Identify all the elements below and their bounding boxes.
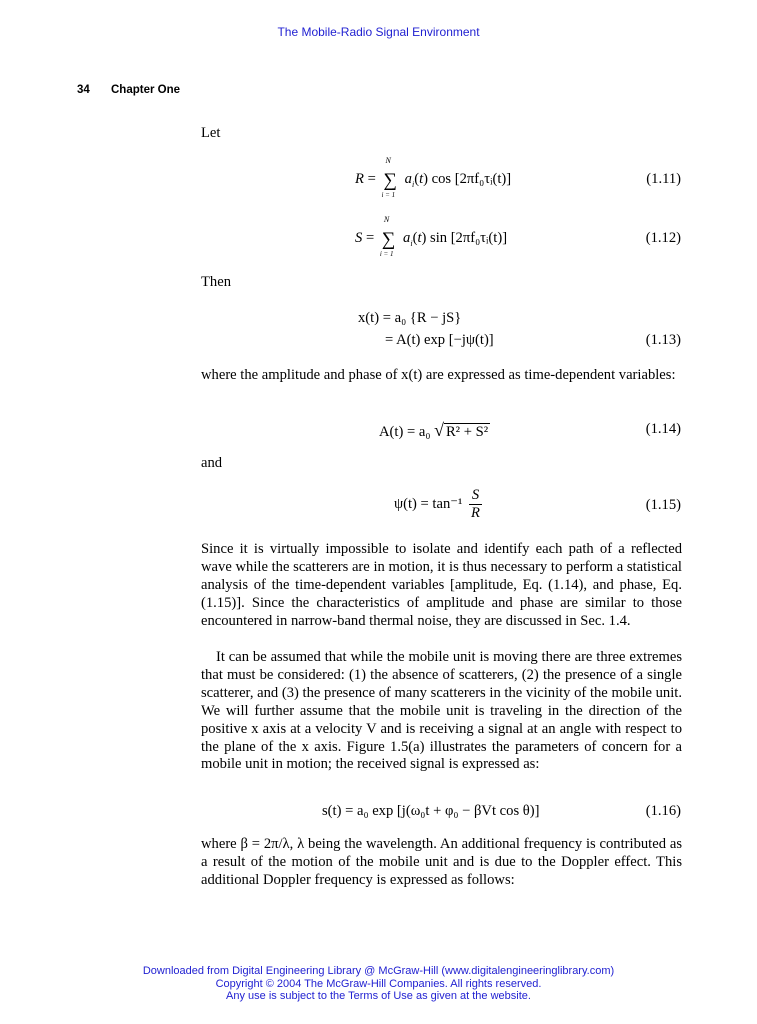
eq-1-11-lhs: R — [355, 171, 364, 187]
equation-1-11: R = ∑ N i = 1 $a_i(t)$ cos [2πf₀τᵢ(t)] — [355, 156, 512, 199]
eq-1-14-number: (1.14) — [645, 421, 681, 437]
equation-1-12: S = ∑ N i = 1 $a_i(t)$ sin [2πf₀τᵢ(t)] — [355, 215, 508, 258]
eq-1-12-body: sin [2πf₀τᵢ(t)] — [430, 230, 508, 246]
equation-1-16: s(t) = a₀ exp [j(ω₀t + φ₀ − βVt cos θ)] — [322, 803, 540, 819]
fraction — [469, 487, 482, 522]
equation-1-15 — [394, 487, 482, 522]
eq-1-14-lhs: A(t) = a₀ — [379, 424, 431, 440]
eq-1-14-radicand: R² + S² — [445, 424, 489, 440]
summation-symbol: ∑ N i = 1 — [379, 215, 396, 258]
running-head-title[interactable]: The Mobile-Radio Signal Environment — [277, 25, 480, 39]
sum-lower-limit: i = 1 — [379, 250, 394, 258]
equation-1-13-line1: x(t) = a₀ {R − jS} — [358, 310, 462, 326]
eq-1-11-number: (1.11) — [646, 171, 681, 187]
text-let: Let — [201, 125, 221, 141]
equation-1-13-line2: = A(t) exp [−jψ(t)] — [385, 332, 494, 348]
fraction-numerator: S — [469, 487, 482, 505]
sum-upper-limit: N — [385, 156, 391, 165]
paragraph-three-extremes: It can be assumed that while the mobile unit is moving there are three extremes that must be considered: (1) the absence of scatterers, (2) the presence of a single scatterer, and (3) the presence of many scatterers in the vicinity of the mobile unit. We will further assume that the mobile unit is traveling in the direction of the positive x axis at a velocity V and is receiving a signal at an angle with respect to the plane of the x axis. Figure 1.5(a) illustrates the parameters of concern for a mobile unit in motion; the received signal is expressed as: — [201, 649, 682, 773]
sum-lower-limit: i = 1 — [381, 191, 396, 199]
paragraph-doppler: where β = 2π/λ, λ being the wavelength. An additional frequency is contributed as a result of the motion of the mobile unit and is due to the Doppler effect. This additional Doppler frequency is expressed as follows: — [201, 836, 682, 888]
paragraph-amplitude-phase: where the amplitude and phase of x(t) are expressed as time-dependent variables: — [201, 367, 676, 383]
text-then: Then — [201, 274, 231, 290]
fraction-denominator: R — [471, 505, 480, 521]
footer-download-link[interactable]: Downloaded from Digital Engineering Library @ McGraw-Hill (www.digitalengineeringlibrary.com) — [142, 965, 615, 977]
footer-terms-link[interactable]: Any use is subject to the Terms of Use as given at the website. — [226, 990, 531, 1002]
footer-notice — [0, 965, 757, 1003]
eq-1-12-lhs: S — [355, 230, 363, 246]
equation-1-14: A(t) = a₀ √ R² + S² — [379, 420, 489, 440]
sum-upper-limit: N — [383, 215, 390, 224]
eq-1-15-lhs: ψ(t) = tan⁻¹ — [394, 495, 463, 512]
eq-1-11-body: cos [2πf₀τᵢ(t)] — [431, 171, 512, 187]
eq-1-16-number: (1.16) — [645, 803, 681, 819]
text-and: and — [201, 455, 223, 471]
eq-1-15-number: (1.15) — [645, 497, 681, 513]
eq-1-13-number: (1.13) — [645, 332, 681, 348]
eq-1-12-number: (1.12) — [645, 230, 681, 246]
page-folio — [77, 84, 180, 96]
chapter-label: Chapter One — [111, 84, 181, 96]
paragraph-statistical-analysis: Since it is virtually impossible to isolate and identify each path of a reflected wave while the scatterers are in motion, it is thus necessary to perform a statistical analysis of the time-dependent variables [amplitude, Eq. (1.14), and phase, Eq. (1.15)]. Since the characteristics of amplitude and phase are similar to those encountered in narrow-band thermal noise, they are discussed in Sec. 1.4. — [201, 541, 682, 629]
page-number: 34 — [77, 84, 90, 96]
footer-copyright: Copyright © 2004 The McGraw-Hill Companies. All rights reserved. — [215, 977, 542, 990]
summation-symbol: ∑ N i = 1 — [381, 156, 397, 199]
